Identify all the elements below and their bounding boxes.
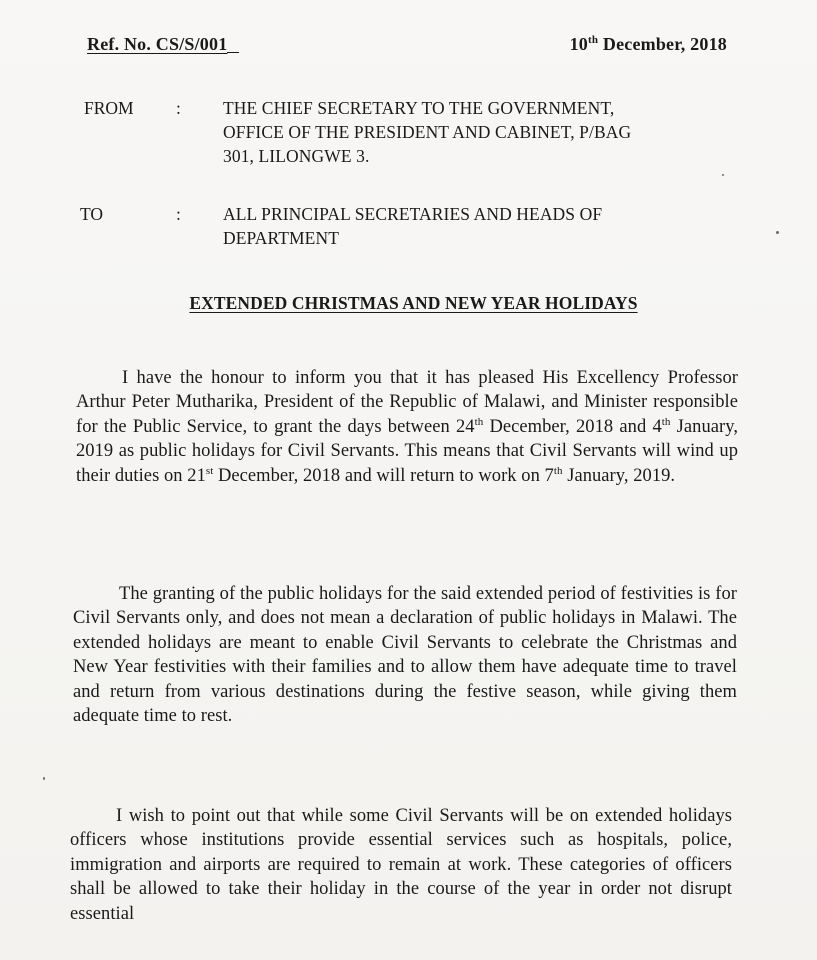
to-line: DEPARTMENT [223, 228, 339, 248]
from-colon: : [176, 98, 181, 118]
paragraph-1 [76, 366, 738, 489]
paragraph-text: January, 2019 as public holidays for Civil Servants. This means that Civil Servants will wind up their duties on 21 [76, 416, 738, 486]
to-colon: : [176, 204, 181, 224]
ordinal-suffix: st [205, 464, 214, 477]
to-address [223, 202, 743, 250]
reference-line [87, 34, 727, 58]
paragraph-text: January, 2019. [562, 465, 676, 486]
date-day: 10 [569, 34, 588, 54]
from-address [223, 96, 743, 168]
reference-number: Ref. No. CS/S/001 [87, 34, 239, 55]
paragraph-text: December, 2018 and will return to work on 7 [213, 465, 554, 486]
from-line: THE CHIEF SECRETARY TO THE GOVERNMENT, [223, 98, 615, 118]
ordinal-suffix: th [474, 415, 484, 428]
paragraph-text: December, 2018 and 4 [483, 416, 662, 437]
scan-speck [776, 231, 779, 234]
date-rest: December, 2018 [598, 34, 727, 54]
to-line: ALL PRINCIPAL SECRETARIES AND HEADS OF [223, 204, 603, 224]
from-line: 301, LILONGWE 3. [223, 146, 370, 166]
scan-speck [722, 174, 724, 176]
letter-date [570, 34, 727, 55]
paragraph-2: The granting of the public holidays for the said extended period of festivities is for Civil Servants only, and does not mean a declaration of public holidays in Malawi. The extended holidays are meant to enable Civil Servants to celebrate the Christmas and New Year festivities with their families and to allow them have adequate time to travel and return from various destinations during the festive season, while giving them adequate time to rest. [73, 583, 737, 726]
to-label: TO [80, 204, 104, 224]
paragraph-3: I wish to point out that while some Civil Servants will be on extended holidays officers whose institutions provide essential services such as hospitals, police, immigration and airports are required to remain at work. These categories of officers shall be allowed to take their holiday in the course of the year in order not disrupt essential [70, 805, 732, 924]
date-suffix: th [588, 34, 599, 46]
ordinal-suffix: th [553, 464, 563, 477]
subject-heading: EXTENDED CHRISTMAS AND NEW YEAR HOLIDAYS [189, 293, 638, 313]
from-line: OFFICE OF THE PRESIDENT AND CABINET, P/BAG [223, 122, 632, 142]
paragraph-text: I have the honour to inform you that it has pleased His Excellency Professor Arthur Peter Mutharika, President of the Republic of Malawi, and Minister responsible for the Public Service, to grant the days between 24 [76, 367, 738, 437]
ordinal-suffix: th [661, 415, 671, 428]
scan-speck [43, 777, 45, 780]
from-label: FROM [84, 98, 134, 118]
